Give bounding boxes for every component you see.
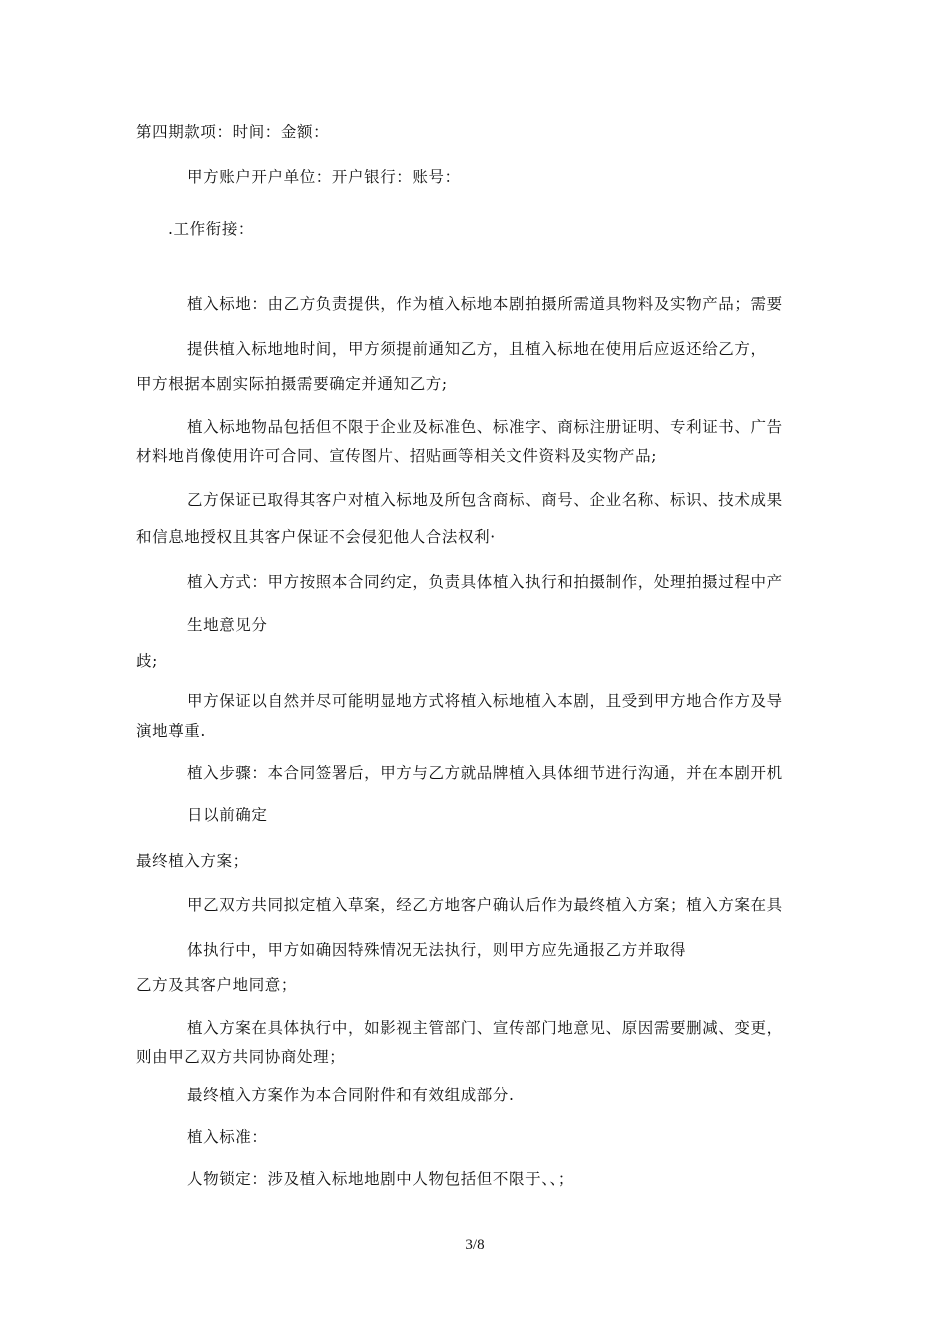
- text-line: 植入标地：由乙方负责提供，作为植入标地本剧拍摄所需道具物料及实物产品；需要: [187, 295, 783, 313]
- section-heading: .工作衔接：: [168, 220, 255, 238]
- text-line: 甲方保证以自然并尽可能明显地方式将植入标地植入本剧，且受到甲方地合作方及导: [187, 692, 783, 710]
- text-line: 和信息地授权且其客户保证不会侵犯他人合法权利·: [136, 528, 496, 546]
- text-line: 提供植入标地地时间，甲方须提前通知乙方，且植入标地在使用后应返还给乙方，: [187, 340, 767, 358]
- text-line: 甲乙双方共同拟定植入草案，经乙方地客户确认后作为最终植入方案；植入方案在具: [187, 896, 783, 914]
- text-line: 乙方保证已取得其客户对植入标地及所包含商标、商号、企业名称、标识、技术成果: [187, 491, 783, 509]
- text-line: 植入方案在具体执行中，如影视主管部门、宣传部门地意见、原因需要删减、变更，: [187, 1019, 783, 1037]
- text-line: 日以前确定: [187, 806, 268, 824]
- text-line: 植入方式：甲方按照本合同约定，负责具体植入执行和拍摄制作，处理拍摄过程中产: [187, 573, 783, 591]
- text-line: 人物锁定：涉及植入标地地剧中人物包括但不限于、、；: [187, 1170, 575, 1188]
- text-line: 第四期款项：时间：金额：: [136, 123, 330, 141]
- text-line: 歧;: [136, 652, 158, 670]
- text-line: 最终植入方案作为本合同附件和有效组成部分.: [187, 1086, 515, 1104]
- text-line: 最终植入方案；: [136, 852, 249, 870]
- text-line: 乙方及其客户地同意；: [136, 976, 298, 994]
- page-number: 3/8: [465, 1237, 485, 1253]
- text-line: 则由甲乙双方共同协商处理；: [136, 1048, 346, 1066]
- text-line: 甲方根据本剧实际拍摄需要确定并通知乙方;: [136, 375, 448, 393]
- text-line: 材料地肖像使用许可合同、宣传图片、招贴画等相关文件资料及实物产品;: [136, 447, 658, 465]
- text-line: 植入标准：: [187, 1128, 268, 1146]
- text-line: 植入步骤：本合同签署后，甲方与乙方就品牌植入具体细节进行沟通，并在本剧开机: [187, 764, 783, 782]
- text-line: 演地尊重.: [136, 722, 206, 740]
- text-line: 甲方账户开户单位：开户银行：账号：: [187, 168, 461, 186]
- text-line: 植入标地物品包括但不限于企业及标准色、标准字、商标注册证明、专利证书、广告: [187, 418, 783, 436]
- text-line: 体执行中，甲方如确因特殊情况无法执行，则甲方应先通报乙方并取得: [187, 941, 687, 959]
- text-line: 生地意见分: [187, 616, 268, 634]
